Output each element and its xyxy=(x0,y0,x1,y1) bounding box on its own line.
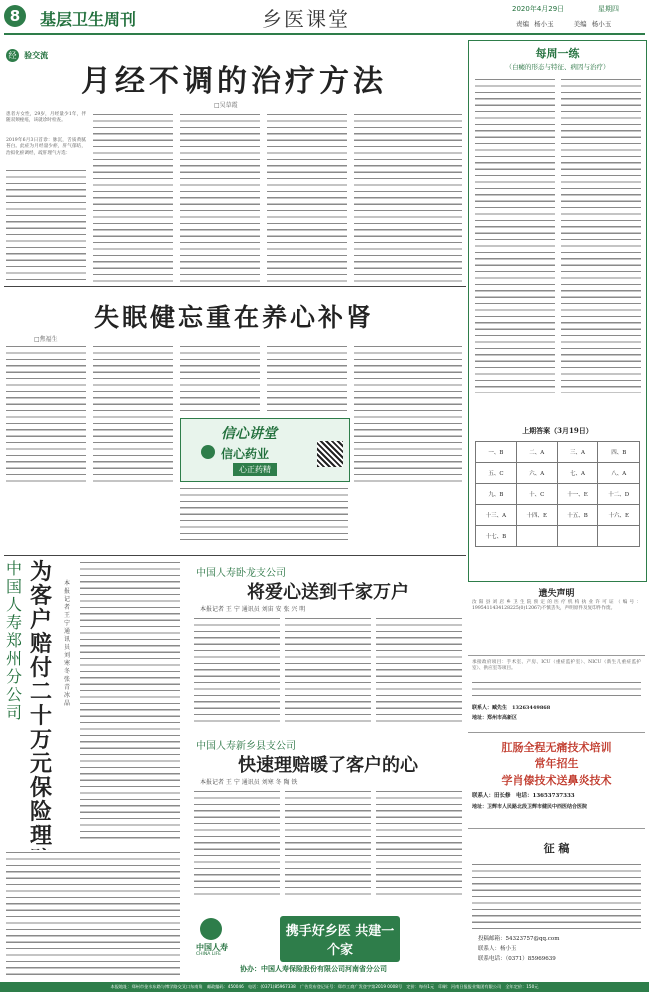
section-divider xyxy=(4,286,466,287)
training-ad xyxy=(468,735,645,825)
contact-label: 联系人： xyxy=(478,946,501,952)
article-body-col1 xyxy=(194,789,280,899)
ad-title: 肛肠全程无痛技术培训 xyxy=(501,741,612,754)
answer-cell: 七、A xyxy=(557,463,598,484)
answer-cell: 九、B xyxy=(476,484,517,505)
vertical-title: 为客户赔付二十万元保险理 xyxy=(30,559,53,849)
article-body-col3 xyxy=(376,789,462,899)
ad-footer: 协办：中国人寿保险股份有限公司河南省分公司 xyxy=(240,964,387,973)
qr-code-icon xyxy=(317,441,343,467)
ad-company: 信心药业 xyxy=(221,447,270,461)
ad-slogan: 携手好乡医 共建一个家 xyxy=(280,916,400,962)
answer-cell: 十三、A xyxy=(476,505,517,526)
ad-contact: 联系人：田长修 电话：13653737333 xyxy=(472,793,575,799)
vertical-byline: 本报记者 王 宁 通讯员 刘寒 冬 张 青 冰 晶 xyxy=(64,580,71,707)
answer-cell: 三、A xyxy=(557,442,598,463)
answers-row xyxy=(476,505,640,526)
notice-divider xyxy=(468,828,645,829)
answer-cell: 六、A xyxy=(516,463,557,484)
ad-subtitle2: 学肖傣技术送鼻炎技术 xyxy=(501,774,612,787)
article-body-col3b xyxy=(180,486,348,540)
article-title: 快速理赔暖了客户的心 xyxy=(238,755,418,776)
email-label: 投稿邮箱： xyxy=(478,936,506,942)
answer-cell: 八、A xyxy=(598,463,640,484)
section-divider xyxy=(4,555,466,556)
answers-table xyxy=(475,441,640,547)
notice-title: 遗失声明 xyxy=(538,589,575,599)
answer-cell: 十四、E xyxy=(516,505,557,526)
zhengao-body xyxy=(472,862,641,932)
article-byline: 本报记者 王 宁 通讯员 刘宙 安 张 兴 明 xyxy=(200,606,306,613)
zhengao-email xyxy=(478,934,559,942)
notice-body: 承接政府项目：手术室、产房、ICU（重症监护室）、NICU（新生儿重症监护室）、供应室等项目。 xyxy=(472,660,641,672)
answer-cell: 十二、D xyxy=(598,484,640,505)
article-body-col5 xyxy=(354,344,462,484)
article-body-col4 xyxy=(267,112,347,282)
article-kicker: 中国人寿新乡县支公司 xyxy=(196,741,296,752)
notice-address: 地址：郑州市高新区 xyxy=(472,715,518,721)
answer-cell: 十一、E xyxy=(557,484,598,505)
lost-notice xyxy=(468,584,645,654)
answers-row xyxy=(476,463,640,484)
editor-name: 杨小玉 xyxy=(534,20,554,28)
article-body-col3 xyxy=(180,344,260,414)
issue-date: 2020年4月29日 xyxy=(512,5,565,13)
quiz-subtitle: （白癜的形态与特征、病因与治疗） xyxy=(505,63,610,71)
notice-body: 汝阳县刘店乡卫生院预定的医疗机构执业许可证（编号：1995411434128225(0)12067)不慎丢失，声明原件及复印件作废。 xyxy=(472,600,641,612)
article-body-col3 xyxy=(180,112,260,282)
quiz-sidebar xyxy=(468,40,647,582)
article-zhengzhou xyxy=(4,560,184,980)
article-body-bottom xyxy=(6,850,180,976)
zhengao-title: 征 稿 xyxy=(543,842,570,855)
article-menstrual xyxy=(4,40,466,284)
masthead-rule xyxy=(4,33,645,35)
notice-divider xyxy=(468,732,645,733)
article-body-col5 xyxy=(354,112,462,282)
article-body-col2 xyxy=(93,344,173,484)
article-insomnia xyxy=(4,290,466,550)
answer-cell: 一、B xyxy=(476,442,517,463)
answer-cell: 四、B xyxy=(598,442,640,463)
article-opening: 患者方女性，29岁，月经量少1年，伴随双颊痤疮，该就诊时检查。 xyxy=(6,112,86,124)
logo-text: 中国人寿 xyxy=(196,942,228,952)
article-para: 2019年6月3日首诊：脉沉，舌质黄腻苔白。此症为月经量少瘀，肝气郁结，治拟化瘀调经，疏肝理气方选： xyxy=(6,138,86,156)
article-body-col2 xyxy=(93,112,173,282)
article-title: 将爱心送到千家万户 xyxy=(247,582,409,603)
article-xinxiang xyxy=(190,735,466,905)
quiz-title: 每周一练 xyxy=(535,47,580,60)
editor-credit xyxy=(516,19,611,28)
article-body-col3 xyxy=(376,616,462,724)
answer-cell xyxy=(557,526,598,547)
kicker xyxy=(6,43,48,62)
article-body xyxy=(80,560,180,840)
ad-banner: 信心讲堂 xyxy=(221,426,277,442)
ad-tagline: 心正药精 xyxy=(233,463,277,476)
china-life-ad xyxy=(190,908,466,980)
footer-bar: 本报地址：郑州市金水东路与博学路交叉口东南角 邮政编码：450046 电话：(0371)85967338 广告发布登记证号：郑市工商广发登字第2019 0008号 定价：每份1元 印刷：河南日报报业集团有限公司 全年定价：150元 xyxy=(0,982,649,992)
answers-row xyxy=(476,484,640,505)
article-author: □焦福生 xyxy=(34,336,58,343)
answer-cell: 二、A xyxy=(516,442,557,463)
notice-body-lines xyxy=(472,680,641,700)
phone-value: （0371）85969639 xyxy=(505,956,556,962)
ad-address: 地址：卫辉市人民路北段卫辉市健民中西医结合医院 xyxy=(472,804,588,810)
page-title: 乡医课堂 xyxy=(262,7,350,31)
answers-heading: 上期答案（3月19日） xyxy=(522,426,593,435)
contact-value: 杨小玉 xyxy=(500,946,517,952)
weekday: 星期四 xyxy=(598,5,619,13)
article-body-col1 xyxy=(6,344,86,484)
pill-icon xyxy=(201,445,215,459)
logo-text-en: CHINA LIFE xyxy=(196,952,221,957)
quiz-body-left xyxy=(475,77,555,393)
article-body-col2 xyxy=(285,616,371,724)
article-title: 月经不调的治疗方法 xyxy=(81,64,387,99)
answer-cell: 十、C xyxy=(516,484,557,505)
article-body-col1 xyxy=(6,168,86,282)
answers-row xyxy=(476,442,640,463)
quiz-body-right xyxy=(561,77,641,393)
ad-subtitle: 常年招生 xyxy=(534,757,579,770)
answer-cell: 十六、E xyxy=(598,505,640,526)
zhengao-phone xyxy=(478,954,556,962)
article-body-col2 xyxy=(285,789,371,899)
notice-divider xyxy=(468,655,645,656)
answer-cell: 十五、B xyxy=(557,505,598,526)
xinxin-ad xyxy=(180,418,350,482)
notice-contact: 联系人：臧先生 13263449868 xyxy=(472,705,551,711)
answer-cell: 十七、B xyxy=(476,526,517,547)
answer-cell xyxy=(598,526,640,547)
kicker-icon: 经 xyxy=(6,49,19,62)
article-author: □吴草霞 xyxy=(214,102,238,109)
email-value: 54323757@qq.com xyxy=(505,936,560,942)
masthead xyxy=(0,0,649,40)
zhengao-contact xyxy=(478,944,517,952)
page-number-badge: 8 xyxy=(4,5,26,27)
article-kicker: 中国人寿卧龙支公司 xyxy=(196,568,286,579)
article-body-col4 xyxy=(267,344,347,414)
answers-row xyxy=(476,526,640,547)
call-for-papers xyxy=(468,832,645,977)
answer-cell: 五、C xyxy=(476,463,517,484)
article-wolong xyxy=(190,560,466,730)
section-title: 基层卫生周刊 xyxy=(40,10,137,29)
vertical-org: 中国人寿郑州分公司 xyxy=(6,559,23,722)
china-life-logo-icon xyxy=(200,918,222,940)
phone-label: 联系电话： xyxy=(478,956,506,962)
designer-name: 杨小玉 xyxy=(591,20,612,28)
kicker-label: 验交流 xyxy=(24,50,49,60)
article-body-col1 xyxy=(194,616,280,724)
editor-label: 责编 xyxy=(516,20,529,28)
article-title: 失眠健忘重在养心补肾 xyxy=(93,303,374,332)
project-notice xyxy=(468,658,645,730)
answer-cell xyxy=(516,526,557,547)
designer-label: 美编 xyxy=(573,20,587,28)
article-byline: 本报记者 王 宁 通讯员 刘寒 冬 陶 铁 xyxy=(200,779,298,786)
